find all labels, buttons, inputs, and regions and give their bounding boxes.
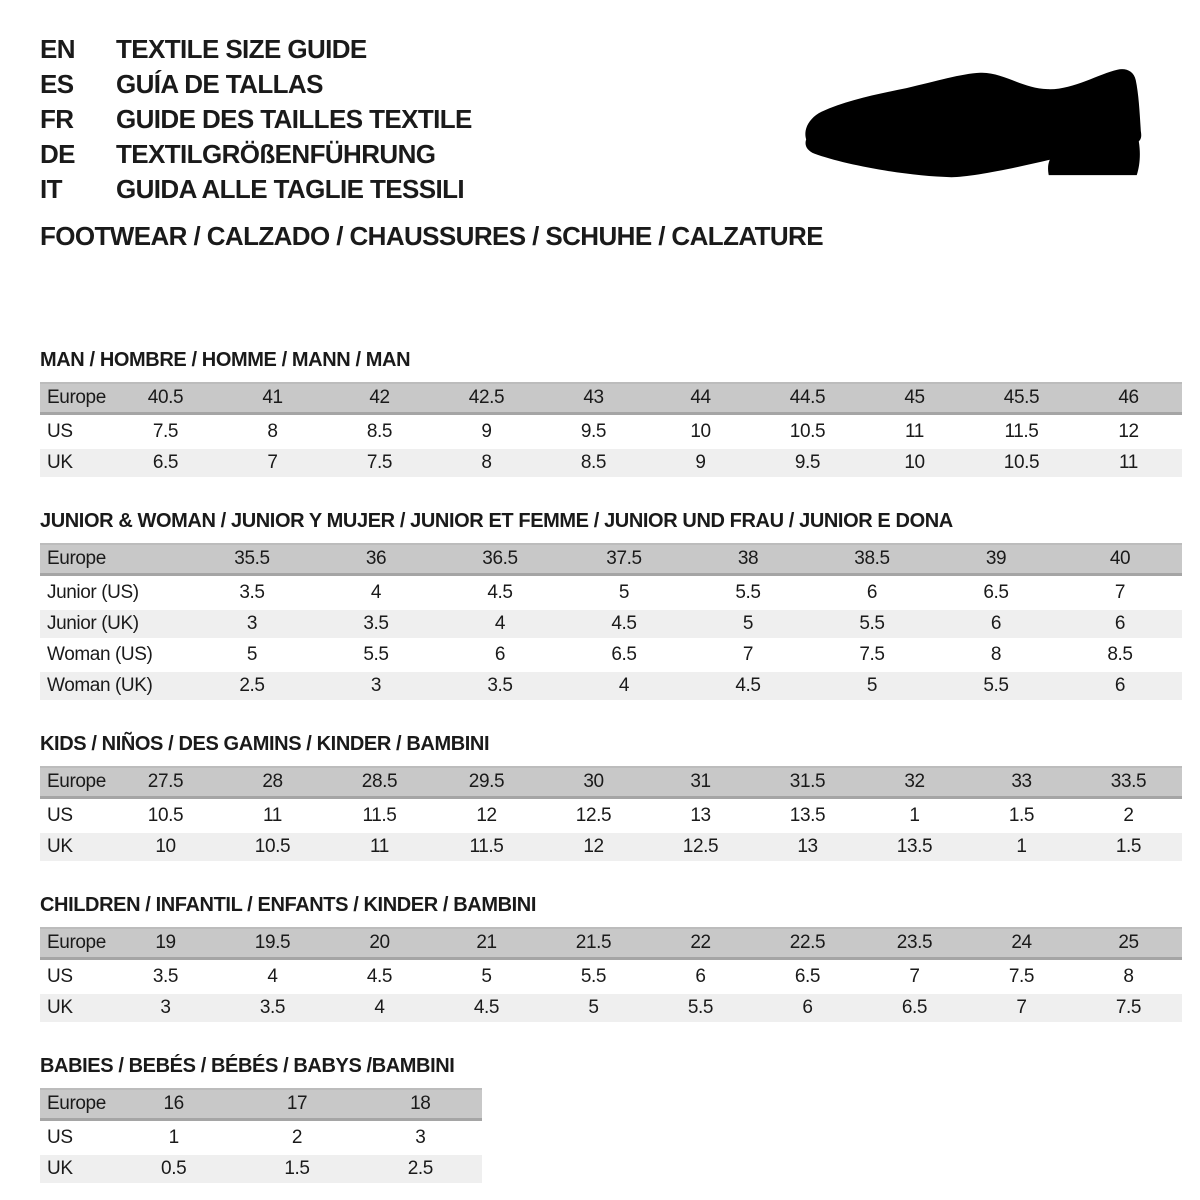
table-row: [40, 802, 1182, 830]
size-value: 5: [866, 675, 878, 696]
size-value: 41: [262, 387, 283, 408]
size-value: 3: [415, 1127, 426, 1148]
size-value: 31: [690, 771, 711, 792]
section-title: KIDS / NIÑOS / DES GAMINS / KINDER / BAMBINI: [40, 733, 490, 755]
language-code: DE: [40, 139, 75, 169]
size-value: 8.5: [580, 452, 607, 473]
size-value: 6: [494, 644, 506, 665]
size-value: 3: [370, 675, 382, 696]
row-label: Europe: [47, 387, 106, 408]
size-value: 13: [690, 805, 711, 826]
table-row: [40, 994, 1182, 1022]
language-code: EN: [40, 34, 75, 64]
size-value: 40.5: [147, 387, 184, 408]
size-value: 9.5: [794, 452, 821, 473]
size-value: 16: [163, 1093, 184, 1114]
size-value: 38: [737, 548, 759, 569]
size-value: 22: [690, 932, 711, 953]
size-value: 6.5: [794, 966, 821, 987]
size-value: 13: [797, 836, 818, 857]
size-value: 4: [267, 966, 278, 987]
table-row: [40, 963, 1182, 991]
size-value: 19: [155, 932, 176, 953]
size-value: 11.5: [362, 805, 397, 826]
language-title: TEXTILE SIZE GUIDE: [116, 34, 367, 64]
size-value: 21: [476, 932, 497, 953]
row-label: Europe: [47, 771, 106, 792]
table-header-row: [40, 1088, 482, 1121]
size-value: 10.5: [1003, 452, 1040, 473]
size-value: 1: [909, 805, 920, 826]
size-value: 6: [1114, 613, 1126, 634]
size-value: 4: [494, 613, 506, 634]
size-value: 45: [904, 387, 925, 408]
size-value: 11: [370, 836, 389, 857]
row-label: Woman (UK): [47, 675, 153, 696]
table-header-row: [40, 382, 1182, 415]
size-value: 10.5: [147, 805, 184, 826]
size-value: 23.5: [896, 932, 933, 953]
size-value: 9: [481, 421, 492, 442]
size-value: 6: [866, 582, 878, 603]
size-value: 4.5: [487, 582, 513, 603]
table-header-row: [40, 766, 1182, 799]
size-value: 9.5: [580, 421, 607, 442]
language-title: GUIDE DES TAILLES TEXTILE: [116, 104, 472, 134]
size-value: 11: [905, 421, 924, 442]
size-value: 36: [365, 548, 387, 569]
size-value: 4: [374, 997, 385, 1018]
size-value: 6.5: [152, 452, 179, 473]
size-value: 28: [262, 771, 283, 792]
row-label: UK: [47, 1158, 73, 1179]
size-value: 4.5: [366, 966, 393, 987]
row-label: UK: [47, 836, 73, 857]
table-row: [40, 610, 1182, 638]
size-section: [40, 509, 1180, 700]
table-row: [40, 1124, 482, 1152]
row-label: Junior (US): [47, 582, 139, 603]
size-value: 1.5: [284, 1158, 310, 1179]
size-value: 6.5: [611, 644, 637, 665]
size-value: 2: [291, 1127, 303, 1148]
size-value: 35.5: [234, 548, 270, 569]
language-title: GUÍA DE TALLAS: [116, 69, 323, 99]
size-value: 3.5: [239, 582, 265, 603]
table-header-row: [40, 543, 1182, 576]
size-value: 13.5: [789, 805, 826, 826]
size-value: 19.5: [254, 932, 291, 953]
size-value: 12.5: [682, 836, 719, 857]
size-value: 3: [246, 613, 258, 634]
table-row: [40, 641, 1182, 669]
size-value: 3.5: [363, 613, 389, 634]
size-table: [40, 1088, 482, 1183]
size-value: 40: [1109, 548, 1131, 569]
size-value: 11.5: [1004, 421, 1039, 442]
row-label: Europe: [47, 548, 106, 569]
size-value: 7.5: [1115, 997, 1142, 1018]
language-code: IT: [40, 174, 62, 204]
row-label: Europe: [47, 932, 106, 953]
row-label: US: [47, 966, 73, 987]
size-value: 8: [267, 421, 278, 442]
size-table: [40, 927, 1182, 1022]
size-value: 7: [742, 644, 754, 665]
language-title: GUIDA ALLE TAGLIE TESSILI: [116, 174, 465, 204]
size-value: 13.5: [896, 836, 933, 857]
language-code: FR: [40, 104, 74, 134]
size-value: 6: [990, 613, 1002, 634]
size-value: 5: [742, 613, 754, 634]
size-value: 5.5: [983, 675, 1009, 696]
size-section: [40, 732, 1180, 861]
size-value: 2: [1123, 805, 1134, 826]
size-value: 5: [481, 966, 492, 987]
size-value: 44.5: [789, 387, 826, 408]
size-value: 7.5: [152, 421, 179, 442]
size-value: 12.5: [575, 805, 612, 826]
size-tables-area: [40, 348, 1180, 1183]
size-value: 33: [1011, 771, 1032, 792]
size-value: 2.5: [239, 675, 265, 696]
size-value: 0.5: [161, 1158, 187, 1179]
table-row: [40, 418, 1182, 446]
size-value: 44: [690, 387, 711, 408]
size-value: 4: [370, 582, 382, 603]
size-value: 39: [985, 548, 1007, 569]
size-section: [40, 348, 1180, 477]
size-value: 43: [583, 387, 604, 408]
size-value: 4.5: [611, 613, 637, 634]
size-table: [40, 766, 1182, 861]
size-table: [40, 382, 1182, 477]
table-row: [40, 833, 1182, 861]
size-value: 30: [583, 771, 604, 792]
size-section: [40, 893, 1180, 1022]
size-value: 7: [1016, 997, 1027, 1018]
size-value: 5.5: [687, 997, 714, 1018]
section-title: JUNIOR & WOMAN / JUNIOR Y MUJER / JUNIOR ET FEMME / JUNIOR UND FRAU / JUNIOR E DONA: [40, 510, 953, 532]
size-value: 37.5: [606, 548, 642, 569]
size-value: 4.5: [735, 675, 761, 696]
size-value: 8: [990, 644, 1002, 665]
size-value: 18: [410, 1093, 431, 1114]
size-value: 9: [695, 452, 706, 473]
size-value: 17: [286, 1093, 308, 1114]
size-value: 10: [904, 452, 925, 473]
size-value: 4.5: [473, 997, 500, 1018]
size-value: 7.5: [859, 644, 885, 665]
size-value: 5.5: [735, 582, 761, 603]
size-value: 3.5: [152, 966, 179, 987]
size-value: 6.5: [983, 582, 1009, 603]
size-value: 6.5: [901, 997, 928, 1018]
size-value: 31.5: [789, 771, 826, 792]
size-value: 27.5: [147, 771, 184, 792]
size-value: 29.5: [468, 771, 505, 792]
size-section: [40, 1054, 1180, 1183]
size-value: 5.5: [363, 644, 389, 665]
row-label: UK: [47, 452, 73, 473]
size-value: 22.5: [789, 932, 826, 953]
size-value: 7: [909, 966, 920, 987]
size-value: 10.5: [789, 421, 826, 442]
row-label: US: [47, 805, 73, 826]
size-value: 6: [802, 997, 813, 1018]
size-value: 8: [1123, 966, 1134, 987]
table-header-row: [40, 927, 1182, 960]
section-title: BABIES / BEBÉS / BÉBÉS / BABYS /BAMBINI: [40, 1055, 455, 1077]
size-value: 4: [618, 675, 630, 696]
size-value: 20: [369, 932, 390, 953]
table-row: [40, 1155, 482, 1183]
size-value: 5: [588, 997, 599, 1018]
table-row: [40, 449, 1182, 477]
size-value: 5: [618, 582, 630, 603]
size-value: 2.5: [407, 1158, 433, 1179]
category-line: FOOTWEAR / CALZADO / CHAUSSURES / SCHUHE / CALZATURE: [40, 221, 823, 251]
size-value: 10: [690, 421, 711, 442]
size-value: 11: [263, 805, 282, 826]
size-value: 11: [1119, 452, 1138, 473]
size-value: 33.5: [1110, 771, 1147, 792]
language-code: ES: [40, 69, 74, 99]
size-value: 7: [267, 452, 278, 473]
row-label: US: [47, 1127, 73, 1148]
size-value: 10: [155, 836, 176, 857]
shoe-icon: [800, 62, 1148, 188]
size-value: 6: [695, 966, 706, 987]
size-value: 3.5: [259, 997, 286, 1018]
size-value: 5.5: [580, 966, 607, 987]
size-value: 1.5: [1115, 836, 1142, 857]
size-value: 8.5: [1107, 644, 1133, 665]
size-value: 12: [583, 836, 604, 857]
size-value: 25: [1118, 932, 1139, 953]
size-value: 5: [246, 644, 258, 665]
section-title: MAN / HOMBRE / HOMME / MANN / MAN: [40, 349, 411, 371]
row-label: UK: [47, 997, 73, 1018]
size-value: 11.5: [469, 836, 504, 857]
size-value: 8: [481, 452, 492, 473]
size-value: 6: [1114, 675, 1126, 696]
size-value: 45.5: [1003, 387, 1040, 408]
size-value: 1.5: [1008, 805, 1035, 826]
size-value: 12: [1118, 421, 1139, 442]
table-row: [40, 672, 1182, 700]
size-value: 32: [904, 771, 925, 792]
size-value: 1: [1016, 836, 1027, 857]
size-value: 12: [476, 805, 497, 826]
size-value: 10.5: [254, 836, 291, 857]
size-table: [40, 543, 1182, 700]
size-value: 38.5: [854, 548, 890, 569]
size-value: 8.5: [366, 421, 393, 442]
row-label: Europe: [47, 1093, 106, 1114]
size-value: 3.5: [487, 675, 513, 696]
size-value: 28.5: [361, 771, 398, 792]
size-value: 46: [1118, 387, 1139, 408]
size-value: 42.5: [468, 387, 505, 408]
section-title: CHILDREN / INFANTIL / ENFANTS / KINDER / BAMBINI: [40, 894, 536, 916]
size-value: 21.5: [575, 932, 612, 953]
size-value: 36.5: [482, 548, 518, 569]
size-value: 1: [168, 1127, 179, 1148]
size-value: 24: [1011, 932, 1032, 953]
size-value: 3: [160, 997, 171, 1018]
row-label: US: [47, 421, 73, 442]
language-title: TEXTILGRÖßENFÜHRUNG: [116, 139, 436, 169]
size-value: 7: [1114, 582, 1126, 603]
table-row: [40, 579, 1182, 607]
size-value: 7.5: [1008, 966, 1035, 987]
row-label: Junior (UK): [47, 613, 139, 634]
size-value: 5.5: [859, 613, 885, 634]
size-value: 7.5: [366, 452, 393, 473]
row-label: Woman (US): [47, 644, 153, 665]
size-value: 42: [369, 387, 390, 408]
